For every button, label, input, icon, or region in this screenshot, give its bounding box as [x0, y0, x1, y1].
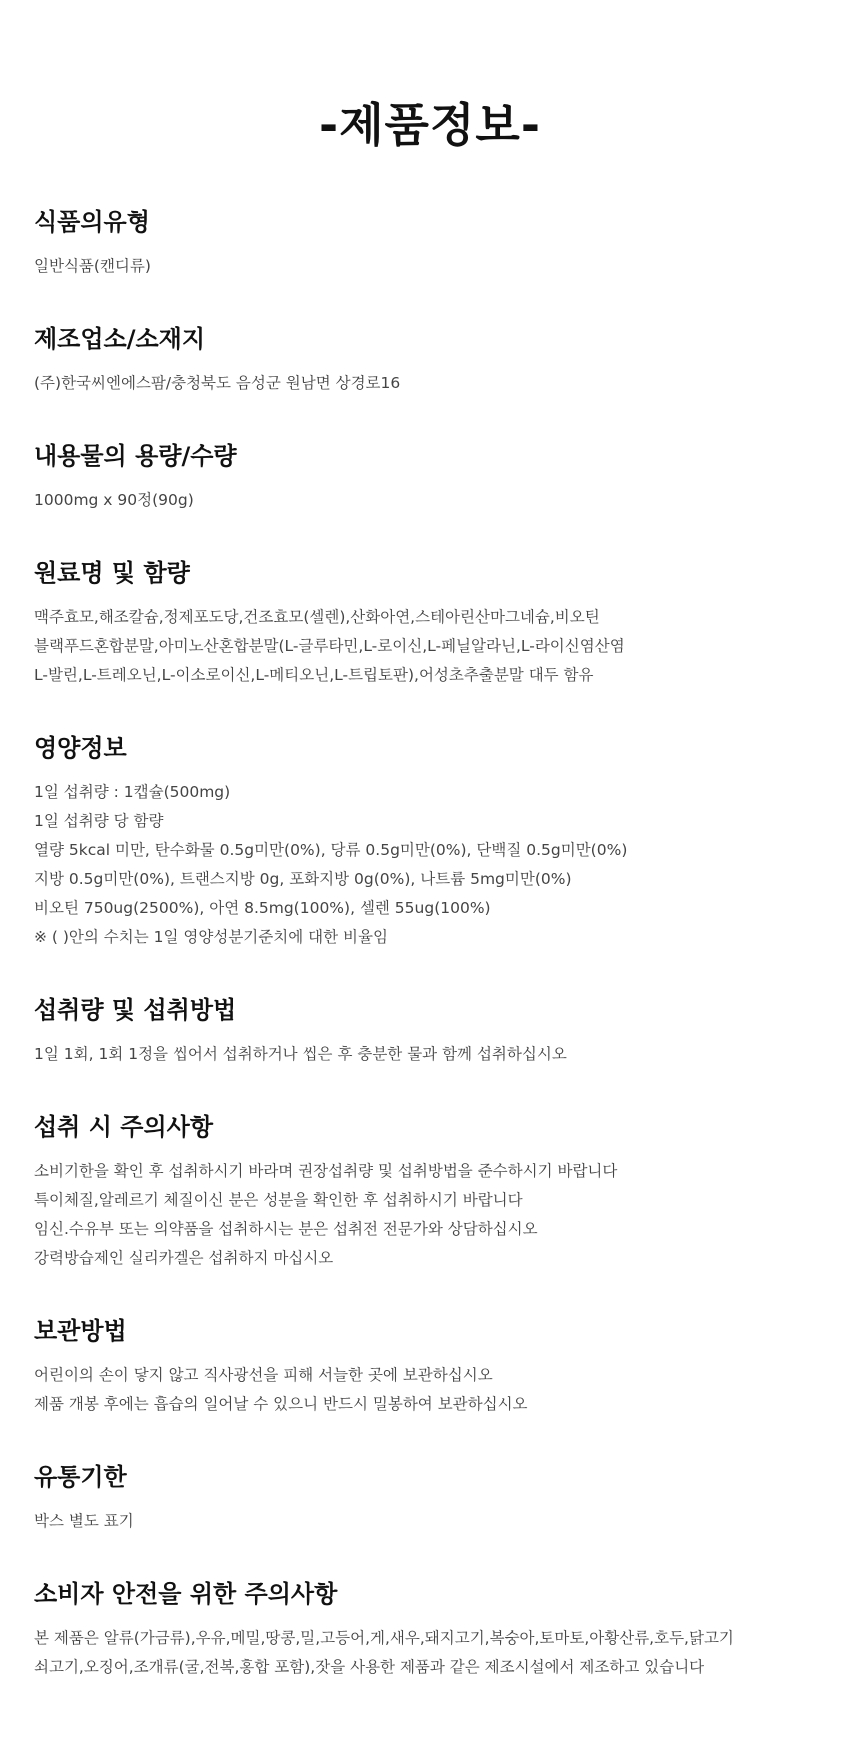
- section-text-line: 일반식품(캔디류): [34, 257, 151, 275]
- section-text-line: 제품 개봉 후에는 흡습의 일어날 수 있으니 반드시 밀봉하여 보관하십시오: [34, 1395, 528, 1413]
- section-heading: 제조업소/소재지: [34, 325, 206, 353]
- section-text-line: 블랙푸드혼합분말,아미노산혼합분말(L-글루타민,L-로이신,L-페닐알라닌,L-라이신염산염: [34, 637, 625, 655]
- info-section: [34, 1112, 826, 1273]
- section-text-line: 어린이의 손이 닿지 않고 직사광선을 피해 서늘한 곳에 보관하십시오: [34, 1366, 493, 1384]
- section-text-line: 1일 섭취량 : 1캡슐(500mg): [34, 783, 231, 801]
- section-text-line: 1일 1회, 1회 1정을 씹어서 섭취하거나 씹은 후 충분한 물과 함께 섭취하십시오: [34, 1045, 567, 1063]
- section-heading: 섭취량 및 섭취방법: [34, 996, 237, 1024]
- info-section: [34, 733, 826, 952]
- section-text-line: 1000mg x 90정(90g): [34, 491, 194, 509]
- section-text-line: 맥주효모,해조칼슘,정제포도당,건조효모(셀렌),산화아연,스테아린산마그네슘,비오틴: [34, 608, 600, 626]
- section-body: [34, 252, 826, 281]
- section-text-line: 열량 5kcal 미만, 탄수화물 0.5g미만(0%), 당류 0.5g미만(0%), 단백질 0.5g미만(0%): [34, 841, 628, 859]
- section-body: [34, 1157, 826, 1273]
- section-text-line: ※ ( )안의 수치는 1일 영양성분기준치에 대한 비율임: [34, 928, 388, 946]
- info-section: [34, 995, 826, 1069]
- info-section: [34, 441, 826, 515]
- section-heading: 영양정보: [34, 734, 127, 762]
- info-section: [34, 324, 826, 398]
- section-text-line: 박스 별도 표기: [34, 1512, 134, 1530]
- section-body: [34, 778, 826, 952]
- section-text-line: 비오틴 750ug(2500%), 아연 8.5mg(100%), 셀렌 55ug(100%): [34, 899, 491, 917]
- section-text-line: 지방 0.5g미만(0%), 트랜스지방 0g, 포화지방 0g(0%), 나트륨 5mg미만(0%): [34, 870, 572, 888]
- section-heading: 원료명 및 함량: [34, 559, 190, 587]
- section-body: [34, 1361, 826, 1419]
- section-text-line: 1일 섭취량 당 함량: [34, 812, 164, 830]
- info-sections: [34, 207, 826, 1682]
- info-section: [34, 207, 826, 281]
- section-text-line: 강력방습제인 실리카겔은 섭취하지 마십시오: [34, 1249, 334, 1267]
- section-text-line: 특이체질,알레르기 체질이신 분은 성분을 확인한 후 섭취하시기 바랍니다: [34, 1191, 523, 1209]
- page-title: -제품정보-: [319, 98, 541, 152]
- section-body: [34, 369, 826, 398]
- section-heading: 보관방법: [34, 1317, 127, 1345]
- section-body: [34, 1507, 826, 1536]
- section-heading: 섭취 시 주의사항: [34, 1113, 213, 1141]
- info-section: [34, 1316, 826, 1419]
- section-text-line: 쇠고기,오징어,조개류(굴,전복,홍합 포함),잣을 사용한 제품과 같은 제조시설에서 제조하고 있습니다: [34, 1658, 705, 1676]
- section-body: [34, 1040, 826, 1069]
- section-text-line: L-발린,L-트레오닌,L-이소로이신,L-메티오닌,L-트립토판),어성초추출분말 대두 함유: [34, 666, 594, 684]
- section-heading: 내용물의 용량/수량: [34, 442, 237, 470]
- section-heading: 소비자 안전을 위한 주의사항: [34, 1580, 338, 1608]
- section-heading: 유통기한: [34, 1463, 127, 1491]
- section-text-line: (주)한국씨엔에스팜/충청북도 음성군 원남면 상경로16: [34, 374, 401, 392]
- section-text-line: 본 제품은 알류(가금류),우유,메밀,땅콩,밀,고등어,게,새우,돼지고기,복숭아,토마토,아황산류,호두,닭고기: [34, 1629, 734, 1647]
- section-text-line: 임신.수유부 또는 의약품을 섭취하시는 분은 섭취전 전문가와 상담하십시오: [34, 1220, 538, 1238]
- section-heading: 식품의유형: [34, 208, 150, 236]
- section-body: [34, 486, 826, 515]
- info-section: [34, 558, 826, 690]
- info-section: [34, 1579, 826, 1682]
- section-body: [34, 603, 826, 690]
- section-text-line: 소비기한을 확인 후 섭취하시기 바라며 권장섭취량 및 섭취방법을 준수하시기 바랍니다: [34, 1162, 618, 1180]
- section-body: [34, 1624, 826, 1682]
- info-section: [34, 1462, 826, 1536]
